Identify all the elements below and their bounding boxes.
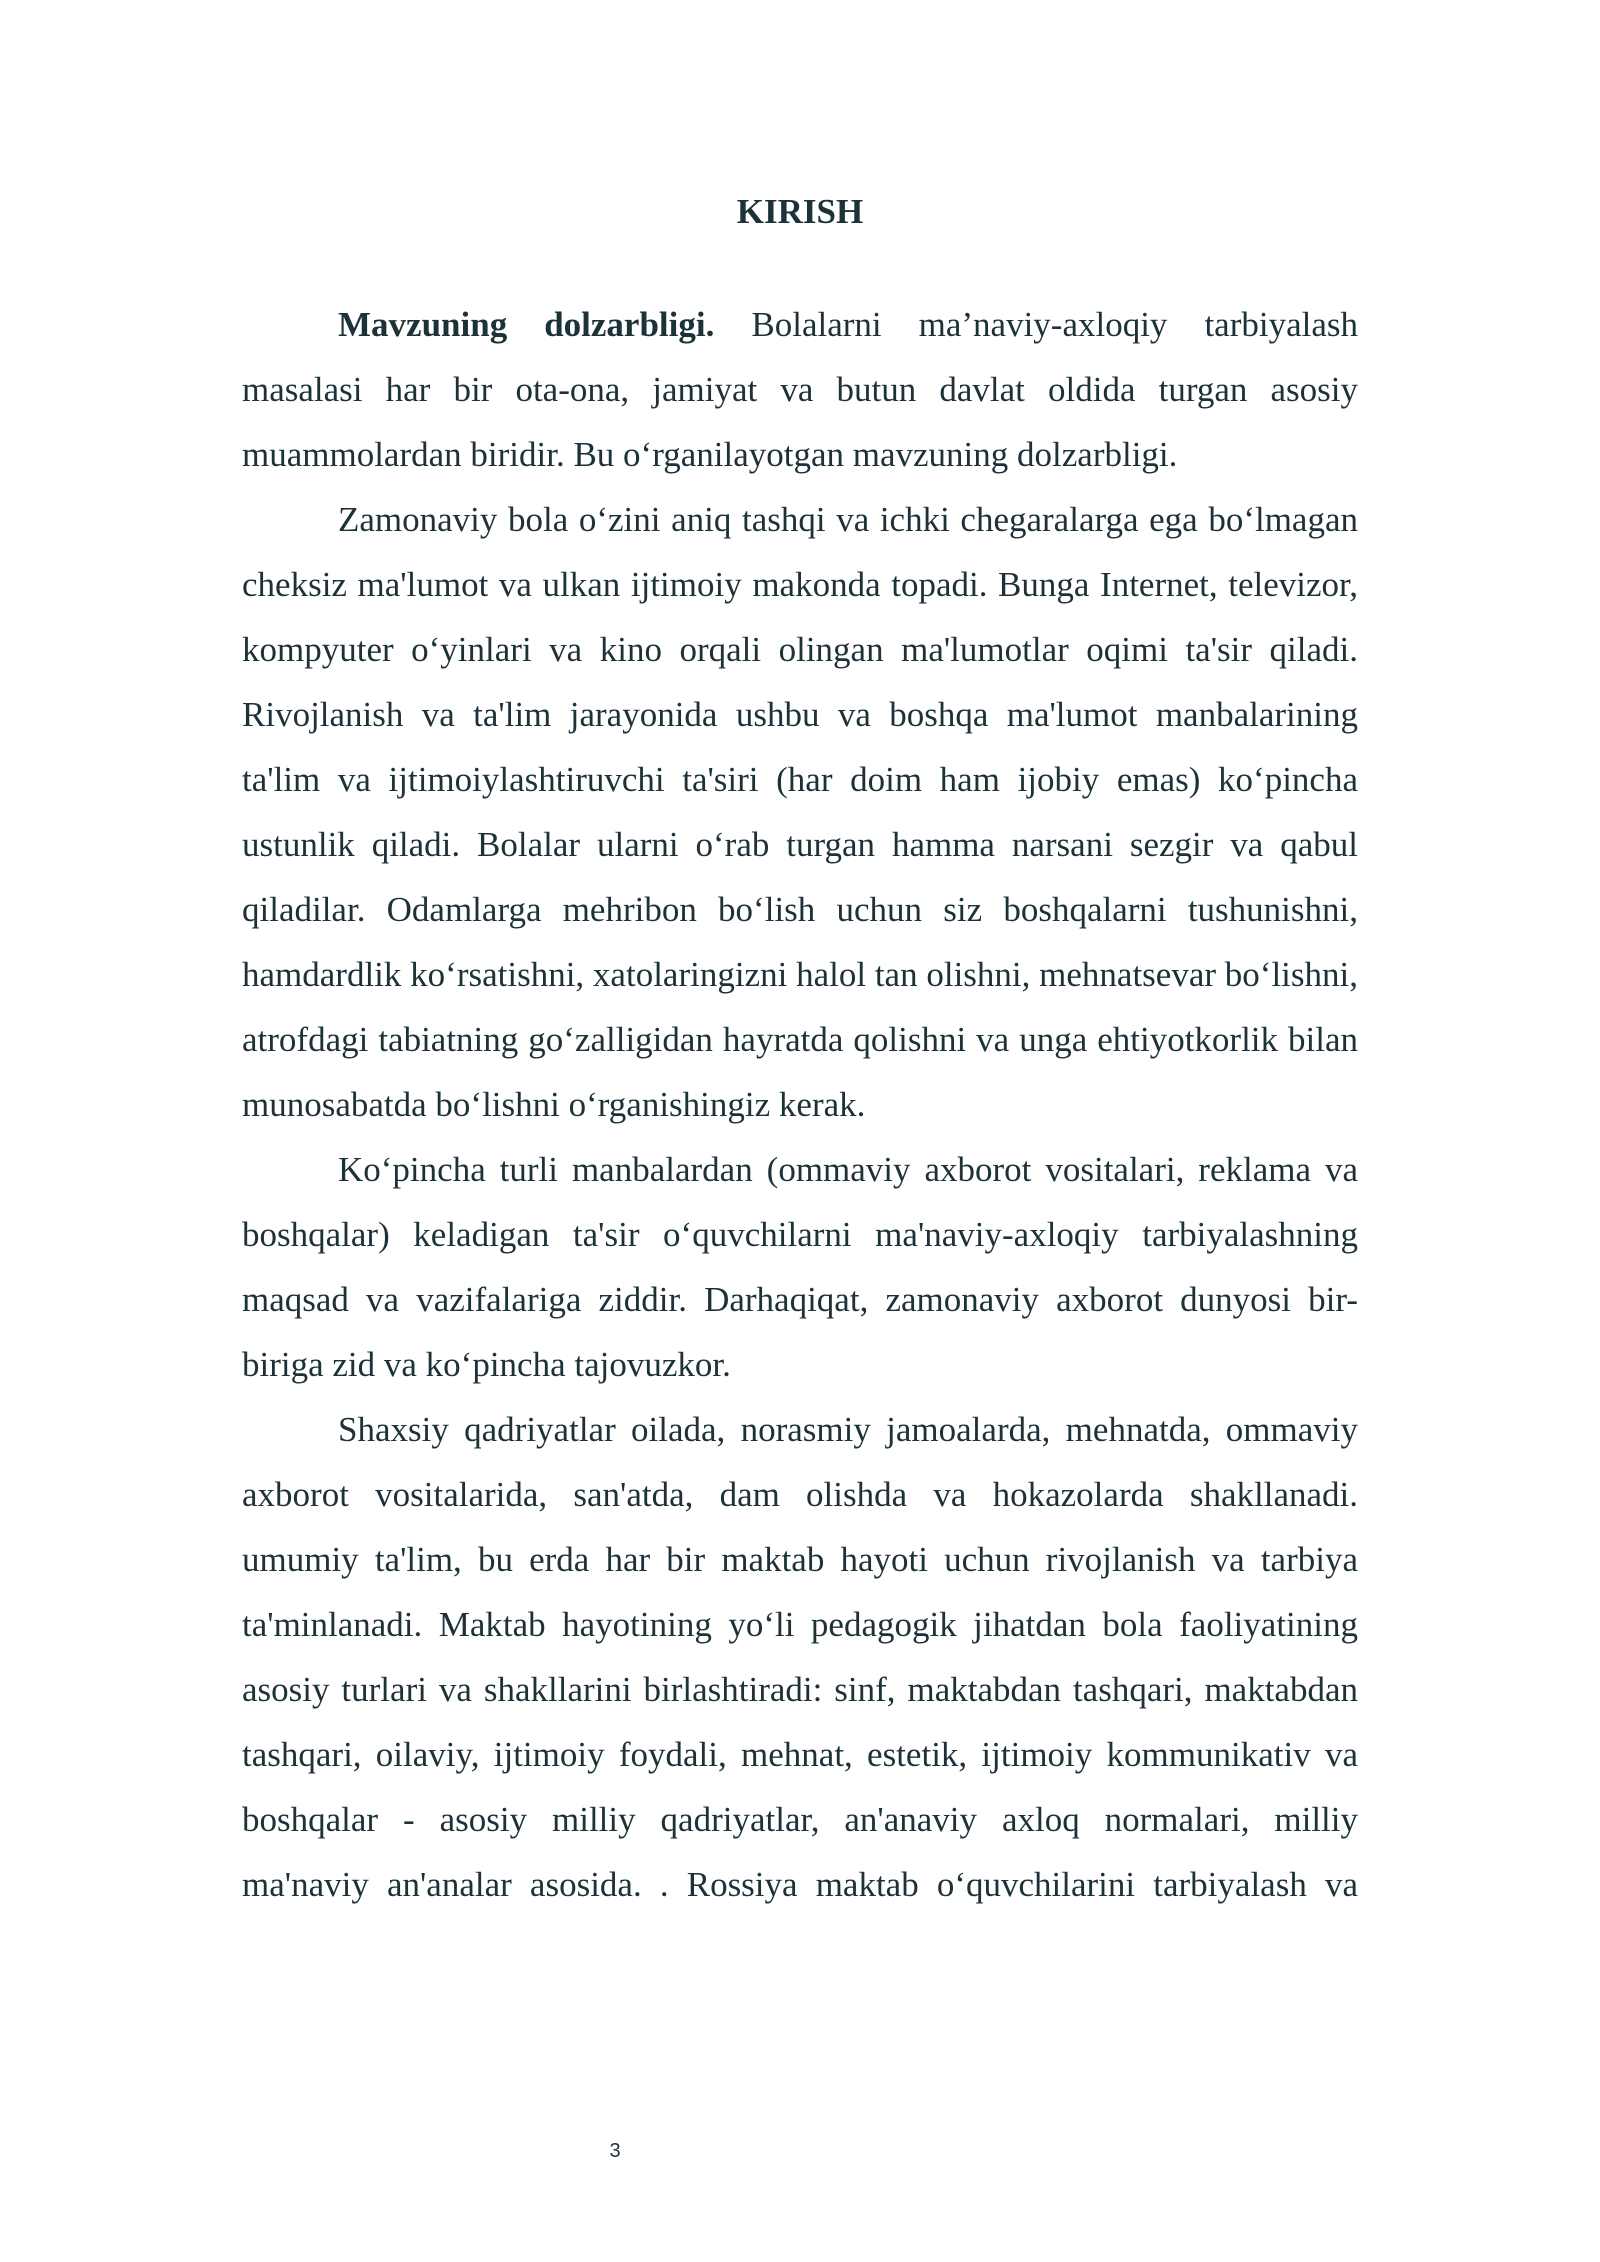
paragraph-relevance <box>242 292 1358 487</box>
paragraph-lead: Mavzuning dolzarbligi. <box>338 305 715 344</box>
page-title: KIRISH <box>736 192 864 231</box>
paragraph-text: Bolalarni ma’naviy-axloqiy tarbiyalash masalasi har bir ota-ona, jamiyat va butun davlat oldida turgan asosiy muammolardan biridir. Bu o‘rganilayotgan mavzuning dolzarbligi. <box>242 305 1358 474</box>
paragraph-media-influence: Ko‘pincha turli manbalardan (ommaviy axborot vositalari, reklama va boshqalar) keladigan ta'sir o‘quvchilarni ma'naviy-axloqiy tarbiyalashning maqsad va vazifalariga ziddir. Darhaqiqat, zamonaviy axborot dunyosi bir-biriga zid va ko‘pincha tajovuzkor. <box>242 1150 1358 1384</box>
paragraph-personal-values: Shaxsiy qadriyatlar oilada, norasmiy jamoalarda, mehnatda, ommaviy axborot vositalarida, san'atda, dam olishda va hokazolarda shakllanadi. umumiy ta'lim, bu erda har bir maktab hayoti uchun rivojlanish va tarbiya ta'minlanadi. Maktab hayotining yo‘li pedagogik jihatdan bola faoliyatining asosiy turlari va shakllarini birlashtiradi: sinf, maktabdan tashqari, maktabdan tashqari, oilaviy, ijtimoiy foydali, mehnat, estetik, ijtimoiy kommunikativ va boshqalar - asosiy milliy qadriyatlar, an'anaviy axloq normalari, milliy ma'naviy an'analar asosida. . Rossiya maktab o‘quvchilarini tarbiyalash va <box>242 1410 1358 1904</box>
paragraph-modern-child: Zamonaviy bola o‘zini aniq tashqi va ichki chegaralarga ega bo‘lmagan cheksiz ma'lumot va ulkan ijtimoiy makonda topadi. Bunga Internet, televizor, kompyuter o‘yinlari va kino orqali olingan ma'lumotlar oqimi ta'sir qiladi. Rivojlanish va ta'lim jarayonida ushbu va boshqa ma'lumot manbalarining ta'lim va ijtimoiylashtiruvchi ta'siri (har doim ham ijobiy emas) ko‘pincha ustunlik qiladi. Bolalar ularni o‘rab turgan hamma narsani sezgir va qabul qiladilar. Odamlarga mehribon bo‘lish uchun siz boshqalarni tushunishni, hamdardlik ko‘rsatishni, xatolaringizni halol tan olishni, mehnatsevar bo‘lishni, atrofdagi tabiatning go‘zalligidan hayratda qolishni va unga ehtiyotkorlik bilan munosabatda bo‘lishni o‘rganishingiz kerak. <box>242 500 1358 1124</box>
body-text <box>242 292 1358 1917</box>
page-number: 3 <box>609 2140 621 2162</box>
